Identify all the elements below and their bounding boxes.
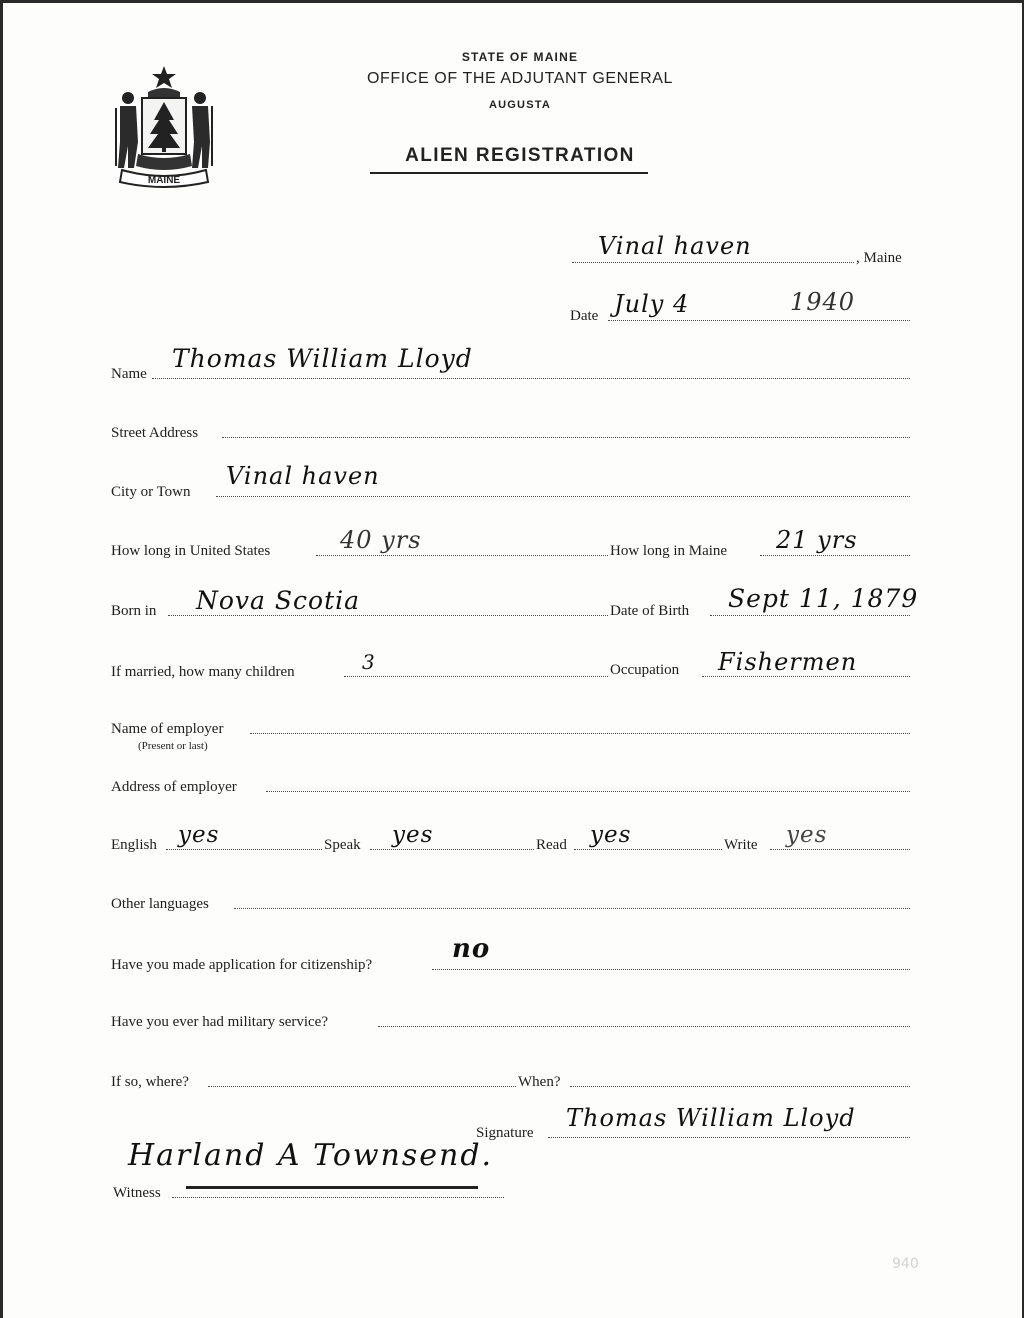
when-line [570, 1086, 910, 1087]
citizenship-line [432, 969, 910, 970]
employer-address-line [266, 791, 910, 792]
employer-name-note: (Present or last) [138, 740, 208, 752]
date-entry: July 4 [614, 290, 690, 318]
if-so-where-line [208, 1086, 516, 1087]
signature-entry: Thomas William Lloyd [566, 1104, 856, 1132]
military-service-label: Have you ever had military service? [111, 1014, 328, 1030]
speak-entry: yes [392, 822, 434, 848]
witness-entry: Harland A Townsend. [128, 1138, 494, 1173]
children-entry: 3 [362, 650, 376, 674]
if-so-where-label: If so, where? [111, 1074, 189, 1090]
maine-label: , Maine [856, 250, 902, 266]
street-address-label: Street Address [111, 425, 199, 441]
date-of-birth-label: Date of Birth [610, 603, 690, 619]
city-or-town-entry: Vinal haven [226, 462, 380, 490]
english-label: English [111, 837, 157, 853]
how-long-maine-label: How long in Maine [610, 543, 728, 559]
scan-border-left [0, 0, 3, 1318]
how-long-maine-line [760, 555, 910, 556]
write-entry: yes [786, 822, 828, 848]
city-heading: AUGUSTA [489, 99, 551, 111]
city-or-town-label: City or Town [111, 484, 191, 500]
employer-name-line [250, 733, 910, 734]
speak-label: Speak [324, 837, 361, 853]
date-year-entry: 1940 [790, 288, 856, 316]
how-long-maine-entry: 21 yrs [776, 526, 858, 554]
speak-line [370, 849, 534, 850]
other-languages-label: Other languages [111, 896, 209, 912]
maine-state-seal-icon [108, 62, 220, 190]
title-underline [370, 172, 648, 174]
scan-border-top [0, 0, 1024, 3]
date-of-birth-entry: Sept 11, 1879 [728, 584, 919, 613]
citizenship-label: Have you made application for citizenship? [111, 957, 373, 973]
occupation-label: Occupation [610, 662, 680, 678]
form-title: ALIEN REGISTRATION [405, 145, 635, 166]
seal-motto: MAINE [147, 175, 181, 186]
name-entry: Thomas William Lloyd [172, 344, 473, 373]
born-in-line [168, 615, 608, 616]
employer-name-label: Name of employer [111, 721, 224, 737]
read-entry: yes [590, 822, 632, 848]
write-line [770, 849, 910, 850]
date-line [608, 320, 910, 321]
born-in-label: Born in [111, 603, 157, 619]
english-entry: yes [178, 822, 220, 848]
date-of-birth-line [710, 615, 910, 616]
signature-line [548, 1137, 910, 1138]
english-line [166, 849, 322, 850]
how-long-us-label: How long in United States [111, 543, 271, 559]
city-or-town-line [216, 496, 910, 497]
married-children-line [344, 676, 608, 677]
read-line [574, 849, 722, 850]
citizenship-entry: no [452, 934, 491, 964]
how-long-us-line [316, 555, 608, 556]
employer-address-label: Address of employer [111, 779, 237, 795]
witness-strikethrough [186, 1186, 478, 1189]
office-heading: OFFICE OF THE ADJUTANT GENERAL [366, 70, 674, 87]
occupation-entry: Fishermen [718, 648, 858, 676]
signature-label: Signature [476, 1125, 534, 1141]
military-service-line [378, 1026, 910, 1027]
how-long-us-entry: 40 yrs [340, 526, 422, 554]
occupation-line [702, 676, 910, 677]
filing-stamp: 940 [892, 1256, 919, 1272]
born-in-entry: Nova Scotia [196, 586, 361, 615]
name-line [152, 378, 910, 379]
other-languages-line [234, 908, 910, 909]
date-label: Date [570, 308, 599, 324]
street-address-line [222, 437, 910, 438]
town-entry: Vinal haven [598, 232, 752, 260]
when-label: When? [518, 1074, 561, 1090]
read-label: Read [536, 837, 567, 853]
name-label: Name [111, 366, 147, 382]
town-line [572, 262, 854, 263]
state-heading: STATE OF MAINE [461, 50, 579, 64]
married-children-label: If married, how many children [111, 664, 295, 680]
witness-label: Witness [113, 1185, 161, 1201]
write-label: Write [724, 837, 758, 853]
witness-line [172, 1197, 504, 1198]
